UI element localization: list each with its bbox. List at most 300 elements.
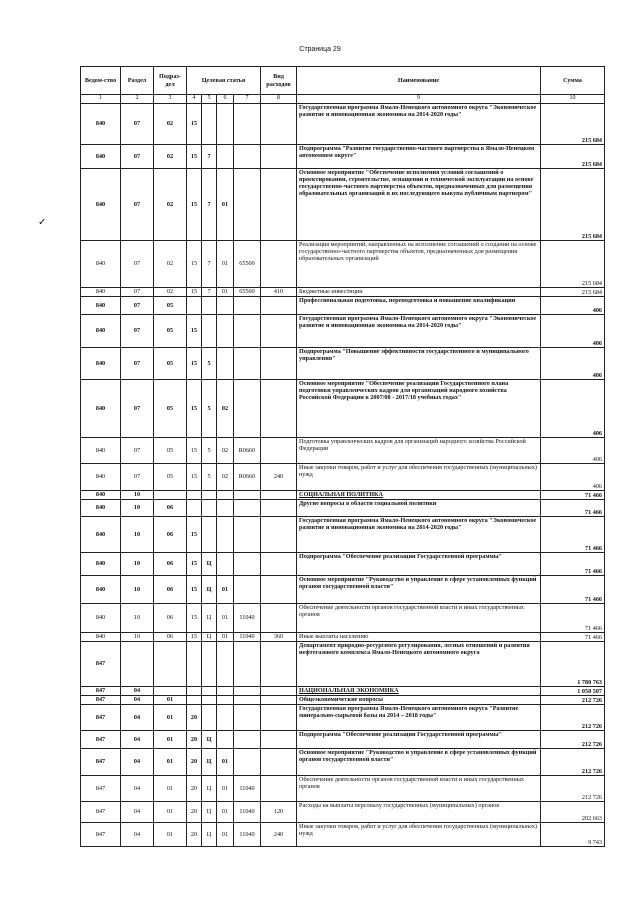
column-number: 7 — [234, 95, 261, 104]
cell-sum: 215 684 — [541, 169, 605, 241]
cell-target-2: Ц — [202, 776, 217, 802]
cell-target-1 — [187, 491, 202, 500]
cell-section: 07 — [121, 145, 154, 169]
cell-name-text: Другие вопросы в области социальной политики — [299, 500, 437, 507]
cell-dept: 840 — [81, 145, 121, 169]
cell-dept: 840 — [81, 464, 121, 491]
cell-dept: 840 — [81, 315, 121, 348]
cell-target-2: 5 — [202, 464, 217, 491]
cell-target-1: 15 — [187, 380, 202, 438]
cell-target-2 — [202, 687, 217, 696]
cell-subsection: 05 — [154, 438, 187, 464]
cell-target-1: 20 — [187, 749, 202, 776]
header-name: Наименование — [297, 67, 541, 95]
cell-section: 04 — [121, 687, 154, 696]
cell-name-text: НАЦИОНАЛЬНАЯ ЭКОНОМИКА — [299, 687, 399, 694]
cell-expense-type — [261, 380, 297, 438]
cell-dept: 840 — [81, 553, 121, 576]
cell-name-text: СОЦИАЛЬНАЯ ПОЛИТИКА — [299, 491, 384, 498]
header-subsection: Подраз-дел — [154, 67, 187, 95]
cell-sum: 71 466 — [541, 576, 605, 604]
cell-dept: 847 — [81, 687, 121, 696]
cell-expense-type — [261, 438, 297, 464]
cell-target-3: 01 — [217, 823, 234, 847]
cell-subsection: 06 — [154, 500, 187, 517]
cell-sum: 406 — [541, 297, 605, 315]
cell-expense-type — [261, 297, 297, 315]
table-body — [81, 104, 605, 847]
cell-target-4 — [234, 500, 261, 517]
table-row — [81, 823, 605, 847]
cell-dept: 840 — [81, 576, 121, 604]
cell-dept: 840 — [81, 348, 121, 380]
cell-subsection: 06 — [154, 633, 187, 642]
cell-sum: 406 — [541, 438, 605, 464]
column-number: 8 — [261, 95, 297, 104]
cell-expense-type: 410 — [261, 288, 297, 297]
cell-sum: 215 684 — [541, 104, 605, 145]
cell-expense-type: 360 — [261, 633, 297, 642]
cell-target-1: 15 — [187, 438, 202, 464]
cell-section: 07 — [121, 348, 154, 380]
cell-dept: 840 — [81, 491, 121, 500]
cell-target-1 — [187, 687, 202, 696]
cell-target-2 — [202, 696, 217, 705]
cell-name — [297, 731, 541, 749]
cell-target-1 — [187, 500, 202, 517]
cell-target-3: 01 — [217, 169, 234, 241]
cell-name — [297, 802, 541, 823]
cell-target-3: 01 — [217, 576, 234, 604]
cell-name — [297, 705, 541, 731]
cell-subsection: 05 — [154, 297, 187, 315]
cell-subsection: 01 — [154, 776, 187, 802]
cell-target-1: 15 — [187, 517, 202, 553]
cell-sum: 212 726 — [541, 696, 605, 705]
header-dept: Ведом-ство — [81, 67, 121, 95]
cell-target-4 — [234, 576, 261, 604]
cell-subsection: 06 — [154, 576, 187, 604]
cell-section: 04 — [121, 749, 154, 776]
cell-sum: 71 466 — [541, 553, 605, 576]
table-row — [81, 438, 605, 464]
cell-subsection: 01 — [154, 705, 187, 731]
cell-target-1: 15 — [187, 633, 202, 642]
cell-target-1: 20 — [187, 731, 202, 749]
cell-dept: 840 — [81, 633, 121, 642]
cell-target-3 — [217, 348, 234, 380]
cell-name — [297, 297, 541, 315]
cell-target-2: Ц — [202, 731, 217, 749]
cell-target-4: 11040 — [234, 633, 261, 642]
table-row — [81, 576, 605, 604]
cell-target-2: 5 — [202, 380, 217, 438]
column-number: 10 — [541, 95, 605, 104]
cell-dept: 840 — [81, 288, 121, 297]
cell-expense-type: 120 — [261, 802, 297, 823]
cell-subsection: 02 — [154, 288, 187, 297]
cell-subsection: 02 — [154, 145, 187, 169]
cell-section: 07 — [121, 241, 154, 288]
cell-expense-type: 240 — [261, 823, 297, 847]
cell-section: 04 — [121, 802, 154, 823]
cell-section: 10 — [121, 517, 154, 553]
cell-dept: 847 — [81, 749, 121, 776]
cell-name — [297, 348, 541, 380]
cell-expense-type — [261, 315, 297, 348]
cell-expense-type — [261, 169, 297, 241]
cell-name-text: Подпрограмма "Обеспечение реализации Государственной программы" — [299, 553, 503, 560]
cell-target-4: 11040 — [234, 823, 261, 847]
column-number: 6 — [217, 95, 234, 104]
cell-target-4 — [234, 348, 261, 380]
cell-target-4 — [234, 731, 261, 749]
cell-target-4 — [234, 297, 261, 315]
cell-dept: 847 — [81, 802, 121, 823]
cell-target-1: 15 — [187, 104, 202, 145]
cell-target-3: 02 — [217, 380, 234, 438]
cell-expense-type — [261, 517, 297, 553]
cell-target-3: 01 — [217, 604, 234, 633]
cell-section: 10 — [121, 576, 154, 604]
cell-name — [297, 687, 541, 696]
cell-sum: 9 743 — [541, 823, 605, 847]
table-row — [81, 687, 605, 696]
cell-name — [297, 642, 541, 687]
cell-sum: 71 466 — [541, 517, 605, 553]
cell-name — [297, 553, 541, 576]
cell-dept: 847 — [81, 731, 121, 749]
cell-name — [297, 517, 541, 553]
cell-dept: 840 — [81, 241, 121, 288]
cell-name-text: Подготовка управленческих кадров для организаций народного хозяйства Российской Федерации — [299, 438, 526, 453]
cell-section: 07 — [121, 297, 154, 315]
cell-subsection: 01 — [154, 696, 187, 705]
cell-name — [297, 776, 541, 802]
cell-name — [297, 823, 541, 847]
cell-target-4 — [234, 553, 261, 576]
cell-dept: 840 — [81, 438, 121, 464]
cell-name-text: Государственная программа Ямало-Ненецкого автономного округа "Экономическое развитие и инновационная экономика на 2014-2020 годы" — [299, 517, 537, 532]
table-row — [81, 241, 605, 288]
cell-target-3 — [217, 731, 234, 749]
cell-subsection: 01 — [154, 731, 187, 749]
cell-name — [297, 288, 541, 297]
cell-sum: 406 — [541, 315, 605, 348]
cell-target-2 — [202, 517, 217, 553]
header-expense-type: Вид расходов — [261, 67, 297, 95]
cell-expense-type — [261, 491, 297, 500]
cell-name — [297, 169, 541, 241]
cell-expense-type — [261, 642, 297, 687]
cell-target-3 — [217, 642, 234, 687]
cell-subsection: 01 — [154, 802, 187, 823]
table-row — [81, 297, 605, 315]
cell-name — [297, 500, 541, 517]
cell-target-4 — [234, 705, 261, 731]
cell-section: 10 — [121, 633, 154, 642]
cell-subsection: 05 — [154, 464, 187, 491]
cell-target-4: 11040 — [234, 604, 261, 633]
cell-dept: 847 — [81, 776, 121, 802]
cell-dept: 840 — [81, 500, 121, 517]
cell-target-3 — [217, 145, 234, 169]
cell-dept: 840 — [81, 297, 121, 315]
cell-target-2: Ц — [202, 749, 217, 776]
table-row — [81, 802, 605, 823]
table-row — [81, 380, 605, 438]
cell-section: 07 — [121, 169, 154, 241]
cell-sum: 1 780 763 — [541, 642, 605, 687]
header-target-article: Целевая статья — [187, 67, 261, 95]
cell-expense-type — [261, 348, 297, 380]
cell-sum: 212 726 — [541, 776, 605, 802]
cell-target-2: Ц — [202, 576, 217, 604]
cell-section: 04 — [121, 731, 154, 749]
cell-expense-type — [261, 705, 297, 731]
cell-name-text: Обеспечение деятельности органов государственной власти и иных государственных органов — [299, 776, 525, 791]
cell-target-3 — [217, 500, 234, 517]
cell-name-text: Основное мероприятие "Руководство и управление в сфере установленных функций органов государственной власти" — [299, 749, 537, 764]
cell-subsection: 06 — [154, 517, 187, 553]
table-row — [81, 705, 605, 731]
cell-section: 04 — [121, 696, 154, 705]
header-section: Раздел — [121, 67, 154, 95]
cell-section: 07 — [121, 315, 154, 348]
cell-sum: 1 050 507 — [541, 687, 605, 696]
cell-name — [297, 576, 541, 604]
cell-sum: 71 466 — [541, 604, 605, 633]
cell-subsection: 01 — [154, 749, 187, 776]
cell-name — [297, 315, 541, 348]
cell-target-4: 11040 — [234, 802, 261, 823]
cell-subsection: 05 — [154, 380, 187, 438]
cell-expense-type — [261, 696, 297, 705]
cell-name-text: Обеспечение деятельности органов государственной власти и иных государственных органов — [299, 604, 525, 619]
cell-section: 07 — [121, 380, 154, 438]
cell-target-2 — [202, 315, 217, 348]
cell-name — [297, 380, 541, 438]
cell-name — [297, 633, 541, 642]
cell-name-text: Бюджетные инвестиции — [299, 288, 363, 295]
cell-section: 04 — [121, 705, 154, 731]
cell-target-1: 15 — [187, 145, 202, 169]
cell-section: 07 — [121, 464, 154, 491]
table-row — [81, 169, 605, 241]
cell-section: 07 — [121, 438, 154, 464]
cell-target-3 — [217, 315, 234, 348]
table-row — [81, 776, 605, 802]
cell-target-4 — [234, 315, 261, 348]
table-row — [81, 731, 605, 749]
cell-target-1: 15 — [187, 241, 202, 288]
cell-expense-type — [261, 145, 297, 169]
cell-target-4 — [234, 687, 261, 696]
cell-target-2 — [202, 500, 217, 517]
cell-sum: 71 466 — [541, 500, 605, 517]
column-number: 1 — [81, 95, 121, 104]
cell-sum: 71 466 — [541, 491, 605, 500]
cell-target-1 — [187, 696, 202, 705]
cell-section: 10 — [121, 500, 154, 517]
cell-target-4 — [234, 517, 261, 553]
cell-target-2 — [202, 491, 217, 500]
cell-target-1: 15 — [187, 464, 202, 491]
cell-sum: 212 726 — [541, 731, 605, 749]
cell-target-1: 15 — [187, 169, 202, 241]
table-row — [81, 491, 605, 500]
table-row — [81, 464, 605, 491]
cell-subsection: 06 — [154, 604, 187, 633]
cell-target-2: Ц — [202, 604, 217, 633]
cell-name — [297, 104, 541, 145]
cell-section: 10 — [121, 604, 154, 633]
cell-target-1: 20 — [187, 776, 202, 802]
cell-target-3 — [217, 297, 234, 315]
margin-check-mark: ✓ — [38, 217, 47, 228]
cell-target-4 — [234, 696, 261, 705]
cell-section: 07 — [121, 104, 154, 145]
cell-name — [297, 749, 541, 776]
cell-name — [297, 241, 541, 288]
cell-subsection: 02 — [154, 169, 187, 241]
column-number: 9 — [297, 95, 541, 104]
cell-name — [297, 438, 541, 464]
cell-expense-type — [261, 604, 297, 633]
cell-subsection — [154, 687, 187, 696]
cell-target-3: 02 — [217, 464, 234, 491]
cell-target-2 — [202, 642, 217, 687]
cell-name-text: Подпрограмма "Повышение эффективности государственного и муниципального управления" — [299, 348, 529, 363]
cell-sum: 202 663 — [541, 802, 605, 823]
cell-dept: 840 — [81, 604, 121, 633]
cell-dept: 840 — [81, 104, 121, 145]
cell-target-1: 20 — [187, 705, 202, 731]
cell-target-3 — [217, 517, 234, 553]
cell-target-3: 02 — [217, 438, 234, 464]
cell-sum: 406 — [541, 380, 605, 438]
table-row — [81, 288, 605, 297]
cell-expense-type — [261, 776, 297, 802]
cell-target-3: 01 — [217, 749, 234, 776]
cell-expense-type: 240 — [261, 464, 297, 491]
cell-target-4 — [234, 169, 261, 241]
cell-target-4: 65500 — [234, 288, 261, 297]
cell-expense-type — [261, 731, 297, 749]
cell-name-text: Иные закупки товаров, работ и услуг для обеспечения государственных (муниципальных) нужд — [299, 464, 537, 479]
budget-table — [80, 66, 605, 847]
cell-dept: 847 — [81, 705, 121, 731]
cell-name-text: Государственная программа Ямало-Ненецкого автономного округа "Экономическое развитие и инновационная экономика на 2014-2020 годы" — [299, 104, 537, 119]
cell-target-3: 01 — [217, 633, 234, 642]
cell-name-text: Подпрограмма "Развитие государственно-частного партнерства в Ямало-Ненецком автономном округе" — [299, 145, 535, 160]
cell-section: 10 — [121, 491, 154, 500]
cell-target-1: 15 — [187, 315, 202, 348]
cell-sum: 406 — [541, 464, 605, 491]
cell-subsection: 05 — [154, 348, 187, 380]
cell-target-1: 20 — [187, 802, 202, 823]
cell-name-text: Расходы на выплаты персоналу государственных (муниципальных) органов — [299, 802, 500, 809]
cell-name — [297, 145, 541, 169]
column-number: 4 — [187, 95, 202, 104]
cell-dept: 840 — [81, 380, 121, 438]
cell-subsection: 02 — [154, 104, 187, 145]
cell-target-1: 15 — [187, 604, 202, 633]
cell-name-text: Основное мероприятие "Руководство и управление в сфере установленных функций органов государственной власти" — [299, 576, 537, 591]
cell-target-1: 15 — [187, 348, 202, 380]
cell-name-text: Общеэкономические вопросы — [299, 696, 383, 703]
cell-sum: 406 — [541, 348, 605, 380]
cell-subsection: 05 — [154, 315, 187, 348]
table-row — [81, 315, 605, 348]
cell-expense-type — [261, 553, 297, 576]
cell-name-text: Реализация мероприятий, направленных на исполнение соглашений о создании на основе государственно-частного партнерства объектов, предназначенных для размещения образовательных организаций — [299, 241, 537, 263]
header-sum: Сумма — [541, 67, 605, 95]
cell-dept: 847 — [81, 823, 121, 847]
cell-dept: 840 — [81, 169, 121, 241]
cell-target-1: 15 — [187, 288, 202, 297]
cell-expense-type — [261, 749, 297, 776]
cell-dept: 840 — [81, 517, 121, 553]
cell-target-3: 01 — [217, 241, 234, 288]
cell-target-3: 01 — [217, 776, 234, 802]
cell-target-3: 01 — [217, 802, 234, 823]
cell-target-4: R0660 — [234, 464, 261, 491]
cell-expense-type — [261, 241, 297, 288]
cell-target-4 — [234, 145, 261, 169]
cell-sum: 215 684 — [541, 241, 605, 288]
cell-target-2: 7 — [202, 169, 217, 241]
table-row — [81, 604, 605, 633]
cell-target-2: Ц — [202, 553, 217, 576]
cell-target-2: Ц — [202, 802, 217, 823]
cell-expense-type — [261, 576, 297, 604]
cell-name — [297, 464, 541, 491]
cell-target-2: 7 — [202, 145, 217, 169]
cell-target-4 — [234, 380, 261, 438]
cell-target-1: 20 — [187, 823, 202, 847]
cell-subsection — [154, 491, 187, 500]
cell-name-text: Государственная программа Ямало-Ненецкого автономного округа "Развитие минерально-сырьевой базы на 2014 – 2018 годы" — [299, 705, 519, 720]
cell-name — [297, 491, 541, 500]
cell-name-text: Государственная программа Ямало-Ненецкого автономного округа "Экономическое развитие и инновационная экономика на 2014-2020 годы" — [299, 315, 537, 330]
cell-subsection: 01 — [154, 823, 187, 847]
cell-subsection — [154, 642, 187, 687]
cell-section — [121, 642, 154, 687]
cell-dept: 847 — [81, 696, 121, 705]
cell-target-2: 7 — [202, 288, 217, 297]
column-number: 5 — [202, 95, 217, 104]
cell-name-text: Профессиональная подготовка, переподготовка и повышение квалификации — [299, 297, 516, 304]
cell-target-3 — [217, 553, 234, 576]
cell-subsection: 02 — [154, 241, 187, 288]
cell-target-3 — [217, 491, 234, 500]
cell-name-text: Основное мероприятие "Обеспечение исполнения условий соглашений о проектировании, строительстве, оснащении и технической эксплуатации на основе государственно-частного партнерства объектов, предназначенных для размещения образовательных организаций и их последующего выкупа публичным партнером" — [299, 169, 534, 198]
cell-target-4 — [234, 104, 261, 145]
cell-name-text: Департамент природно-ресурсного регулирования, лесных отношений и развития нефтегазового комплекса Ямало-Ненецкого автономного округа — [299, 642, 530, 657]
table-row — [81, 145, 605, 169]
cell-target-1 — [187, 642, 202, 687]
cell-target-2 — [202, 705, 217, 731]
cell-name — [297, 604, 541, 633]
cell-section: 04 — [121, 823, 154, 847]
cell-sum: 215 684 — [541, 145, 605, 169]
table-row — [81, 749, 605, 776]
cell-target-4 — [234, 642, 261, 687]
cell-subsection: 06 — [154, 553, 187, 576]
cell-target-3 — [217, 687, 234, 696]
cell-name-text: Иные выплаты населению — [299, 633, 369, 640]
